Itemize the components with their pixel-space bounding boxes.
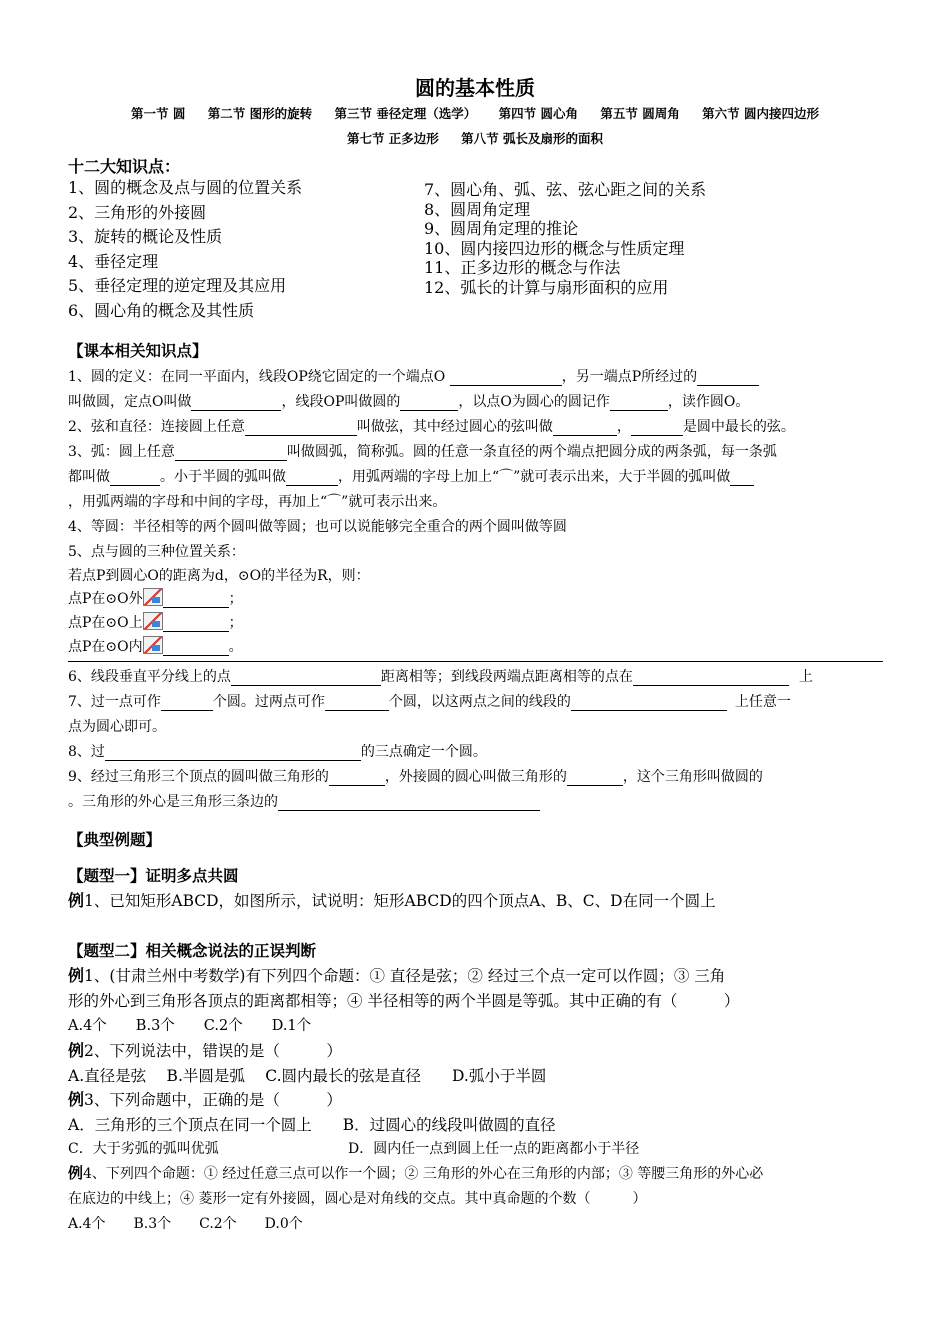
text: 9、经过三角形三个顶点的圆叫做三角形的 [68, 769, 329, 785]
example-option-c: C．大于劣弧的弧叫优弧 [68, 1141, 219, 1157]
blank [400, 396, 458, 411]
position-outside [68, 588, 883, 608]
section-8: 第八节 弧长及扇形的面积 [461, 131, 604, 146]
example-label: 例 [68, 1041, 85, 1060]
section-3: 第三节 垂径定理（选学） [334, 106, 477, 121]
textbook-line-5 [68, 466, 883, 486]
text: 上 [798, 669, 813, 685]
section-7: 第七节 正多边形 [346, 131, 439, 146]
blank [567, 771, 623, 786]
text: 。 [228, 639, 243, 655]
blank [278, 796, 540, 811]
blank [329, 771, 385, 786]
examples-heading: 【典型例题】 [68, 831, 162, 849]
text: 上任意一 [734, 694, 791, 710]
text: 。小于半圆的弧叫做 [160, 469, 286, 485]
section-1: 第一节 圆 [131, 106, 186, 121]
knowledge-item: 5、垂径定理的逆定理及其应用 [68, 276, 287, 295]
text: ； [228, 591, 243, 607]
knowledge-item: 7、圆心角、弧、弦、弦心距之间的关系 [424, 180, 707, 199]
text: 6、线段垂直平分线上的点 [68, 669, 231, 685]
knowledge-item: 12、弧长的计算与扇形面积的应用 [424, 277, 669, 297]
example-text: 1、已知矩形ABCD，如图所示，试说明：矩形ABCD的四个顶点A、B、C、D在同一个圆上 [84, 892, 716, 910]
section-6: 第六节 圆内接四边形 [702, 106, 819, 121]
example-option-d: D．圆内任一点到圆上任一点的距离都小于半径 [348, 1141, 640, 1157]
type2-heading: 【题型二】相关概念说法的正误判断 [68, 942, 317, 960]
textbook-line-16 [68, 741, 883, 761]
blank [231, 671, 381, 686]
text: 8、过 [68, 744, 105, 760]
sections-row-1 [0, 104, 950, 122]
textbook-line-3 [68, 416, 883, 436]
knowledge-item: 6、圆心角的概念及其性质 [68, 300, 255, 320]
example-text: 2、下列说法中，错误的是（ ） [84, 1042, 342, 1060]
text: ，用弧两端的字母上加上“⌒”就可表示出来，大于半圆的弧叫做 [338, 469, 731, 485]
textbook-line-14 [68, 691, 883, 711]
textbook-line-2 [68, 391, 883, 411]
text: 叫做弦，其中经过圆心的弦叫做 [356, 419, 553, 435]
text: ，读作圆O。 [667, 394, 750, 410]
textbook-line-1 [68, 366, 883, 386]
text: ，外接圆的圆心叫做三角形的 [384, 769, 567, 785]
text: 3、弧：圆上任意 [68, 444, 175, 460]
text: 距离相等；到线段两端点距离相等的点在 [380, 669, 633, 685]
example-label: 例 [68, 1090, 85, 1109]
textbook-line-13 [68, 666, 883, 686]
knowledge-item: 8、圆周角定理 [424, 199, 531, 219]
blank [610, 396, 668, 411]
text: ，线段OP叫做圆的 [281, 394, 401, 410]
blank [286, 471, 338, 486]
example-text: 1、(甘肃兰州中考数学)有下列四个命题：① 直径是弦；② 经过三个点一定可以作圆；③ 三角 [84, 967, 726, 985]
blank [730, 471, 754, 486]
text: 叫做圆弧，简称弧。圆的任意一条直径的两个端点把圆分成的两条弧，每一条弧 [286, 444, 777, 460]
textbook-line-8: 5、点与圆的三种位置关系： [68, 544, 245, 560]
knowledge-item: 9、圆周角定理的推论 [424, 219, 579, 238]
blank [633, 671, 789, 686]
text: ， [616, 419, 631, 435]
position-inside [68, 636, 883, 656]
blank [175, 446, 287, 461]
example-label: 例 [68, 966, 85, 985]
blank [697, 371, 759, 386]
image-placeholder-icon [143, 636, 163, 654]
text: 个圆。过两点可作 [212, 694, 325, 710]
textbook-line-18 [68, 791, 883, 811]
blank [245, 421, 357, 436]
type2-example-4 [68, 1162, 763, 1233]
blank [631, 421, 683, 436]
type1-heading: 【题型一】证明多点共圆 [68, 867, 239, 885]
text: 点P在⊙O外 [68, 591, 143, 607]
blank [163, 617, 229, 632]
text: 的三点确定一个圆。 [360, 744, 487, 760]
knowledge-left-list [68, 178, 302, 325]
text: ，这个三角形叫做圆的 [622, 769, 763, 785]
knowledge-item: 10、圆内接四边形的概念与性质定理 [424, 238, 685, 258]
text: 个圆，以这两点之间的线段的 [388, 694, 571, 710]
divider [68, 661, 883, 662]
knowledge-item: 2、三角形的外接圆 [68, 202, 207, 222]
sections-row-2 [0, 129, 950, 147]
example-label: 例 [68, 891, 85, 910]
text: 。三角形的外心是三角形三条边的 [68, 794, 278, 810]
blank [110, 471, 160, 486]
text: 点P在⊙O上 [68, 615, 143, 631]
textbook-line-7: 4、等圆：半径相等的两个圆叫做等圆；也可以说能够完全重合的两个圆叫做等圆 [68, 519, 567, 535]
blank [163, 593, 229, 608]
knowledge-heading: 十二大知识点： [68, 157, 181, 176]
text: 叫做圆，定点O叫做 [68, 394, 192, 410]
example-text: 3、下列命题中，正确的是（ ） [84, 1091, 342, 1109]
section-5: 第五节 圆周角 [600, 106, 680, 121]
blank [105, 746, 361, 761]
section-2: 第二节 图形的旋转 [207, 106, 313, 121]
textbook-line-4 [68, 441, 883, 461]
blank [553, 421, 617, 436]
textbook-heading: 【课本相关知识点】 [68, 342, 208, 360]
text: ，以点O为圆心的圆记作 [458, 394, 610, 410]
position-on [68, 612, 883, 632]
example-options: A.4个 B.3个 C.2个 D.1个 [68, 1018, 312, 1034]
textbook-line-6: ，用弧两端的字母和中间的字母，再加上“⌒”就可表示出来。 [68, 494, 447, 510]
textbook-line-9: 若点P到圆心O的距离为d，⊙O的半径为R，则： [68, 568, 370, 584]
text: 2、弦和直径：连接圆上任意 [68, 419, 245, 435]
text: 都叫做 [68, 469, 110, 485]
type2-example-2 [68, 1038, 546, 1086]
blank [325, 696, 389, 711]
type2-example-3 [68, 1087, 639, 1158]
section-4: 第四节 圆心角 [498, 106, 579, 121]
type1-example-1 [68, 888, 716, 911]
example-text: 在底边的中线上；④ 菱形一定有外接圆，圆心是对角线的交点。其中真命题的个数（ ） [68, 1191, 647, 1207]
knowledge-item: 11、正多边形的概念与作法 [424, 258, 621, 277]
blank [450, 371, 562, 386]
textbook-line-17 [68, 766, 883, 786]
blank [163, 641, 229, 656]
knowledge-right-list [424, 180, 706, 297]
example-text: 形的外心到三角形各顶点的距离都相等；④ 半径相等的两个半圆是等弧。其中正确的有（ ） [68, 992, 740, 1010]
example-label: 例 [68, 1164, 84, 1182]
image-placeholder-icon [143, 588, 163, 606]
knowledge-item: 4、垂径定理 [68, 251, 159, 271]
text: 1、圆的定义：在同一平面内，线段OP绕它固定的一个端点O [68, 369, 450, 385]
textbook-line-15: 点为圆心即可。 [68, 719, 166, 735]
page-title: 圆的基本性质 [415, 76, 535, 100]
example-text: 4、下列四个命题：① 经过任意三点可以作一个圆；② 三角形的外心在三角形的内部；③ 等腰三角形的外心必 [83, 1166, 764, 1182]
blank [571, 696, 727, 711]
text: 点P在⊙O内 [68, 639, 143, 655]
type2-example-1 [68, 963, 739, 1035]
blank [161, 696, 213, 711]
example-options: A.4个 B.3个 C.2个 D.0个 [68, 1216, 303, 1232]
knowledge-item: 1、圆的概念及点与圆的位置关系 [68, 178, 303, 197]
text: 是圆中最长的弦。 [682, 419, 795, 435]
blank [191, 396, 281, 411]
text: ，另一端点P所经过的 [561, 369, 698, 385]
text: 7、过一点可作 [68, 694, 161, 710]
example-options: A．三角形的三个顶点在同一个圆上 B．过圆心的线段叫做圆的直径 [68, 1116, 556, 1134]
knowledge-item: 3、旋转的概论及性质 [68, 227, 223, 246]
text: ； [228, 615, 243, 631]
example-options: A.直径是弦 B.半圆是弧 C.圆内最长的弦是直径 D.弧小于半圆 [68, 1067, 547, 1085]
image-placeholder-icon [143, 612, 163, 630]
